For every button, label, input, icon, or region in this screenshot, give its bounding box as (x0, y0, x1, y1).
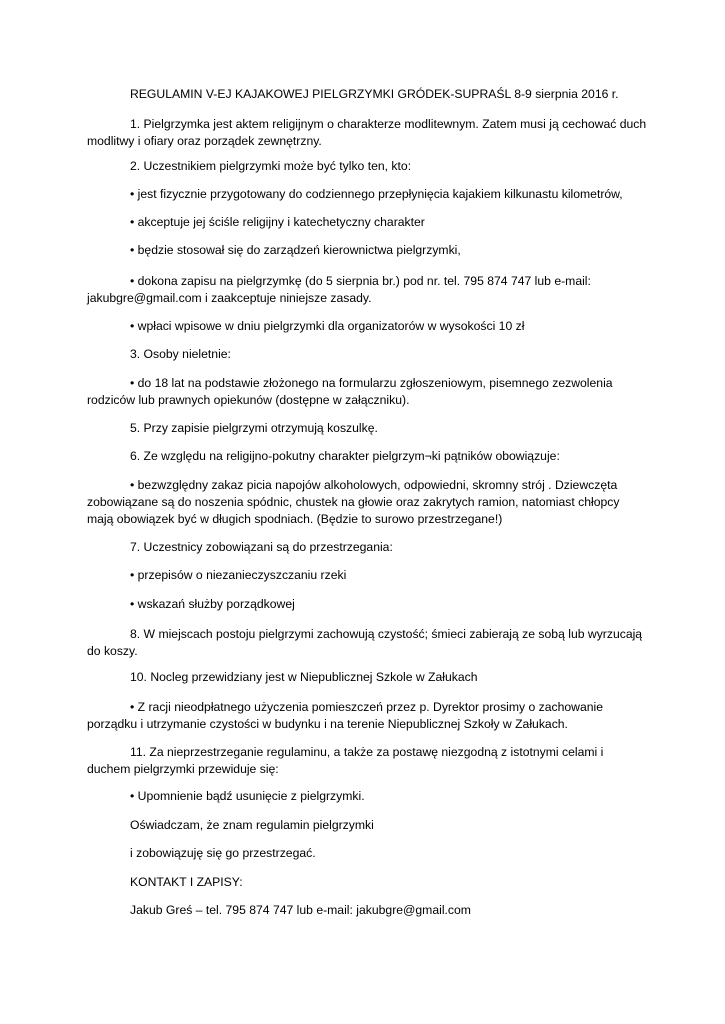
paragraph-1: 1. Pielgrzymka jest aktem religijnym o charakterze modlitewnym. Zatem musi ją cechować duch modlitwy i ofiary oraz porządek zewnętrzny. (87, 117, 647, 148)
document-title: REGULAMIN V-EJ KAJAKOWEJ PIELGRZYMKI GRÓDEK-SUPRAŚL 8-9 sierpnia 2016 r. (130, 87, 619, 101)
bullet-dress-code: • bezwzględny zakaz picia napojów alkoholowych, odpowiedni, skromny strój . Dziewczęta zobowiązane są do noszenia spódnic, chustek na głowie oraz zakrytych ramion, natomiast chłopcy mają obowiązek być w długich spodniach. (Będzie to surowo przestrzegane!) (87, 478, 620, 526)
paragraph-7: 7. Uczestnicy zobowiązani są do przestrzegania: (130, 540, 393, 554)
bullet-fitness: • jest fizycznie przygotowany do codziennego przepłynięcia kajakiem kilkunastu kilometrów, (130, 187, 623, 201)
declaration-line-1: Oświadczam, że znam regulamin pielgrzymki (130, 818, 374, 832)
paragraph-6: 6. Ze względu na religijno-pokutny charakter pielgrzym¬ki pątników obowiązuje: (130, 449, 560, 463)
bullet-reprimand: • Upomnienie bądź usunięcie z pielgrzymki. (130, 789, 365, 803)
paragraph-8: 8. W miejscach postoju pielgrzymi zachowują czystość; śmieci zabierają ze sobą lub wyrzucają do koszy. (87, 627, 643, 658)
contact-details: Jakub Greś – tel. 795 874 747 lub e-mail: jakubgre@gmail.com (130, 903, 471, 917)
paragraph-10: 10. Nocleg przewidziany jest w Niepublicznej Szkole w Załukach (130, 670, 478, 684)
bullet-accepts-character: • akceptuje jej ściśle religijny i katechetyczny charakter (130, 215, 425, 229)
bullet-fee: • wpłaci wpisowe w dniu pielgrzymki dla organizatorów w wysokości 10 zł (130, 319, 525, 333)
paragraph-11: 11. Za nieprzestrzeganie regulaminu, a także za postawę niezgodną z istotnymi celami i duchem pielgrzymki przewiduje się: (87, 745, 604, 776)
bullet-minors: • do 18 lat na podstawie złożonego na formularzu zgłoszeniowym, pisemnego zezwolenia rodziców lub prawnych opiekunów (dostępne w załączniku). (87, 376, 613, 407)
bullet-order-service: • wskazań służby porządkowej (130, 597, 295, 611)
bullet-registration: • dokona zapisu na pielgrzymkę (do 5 sierpnia br.) pod nr. tel. 795 874 747 lub e-mail: jakubgre@gmail.com i zaakceptuje niniejsze zasady. (87, 274, 591, 305)
paragraph-3: 3. Osoby nieletnie: (130, 347, 231, 361)
paragraph-2: 2. Uczestnikiem pielgrzymki może być tylko ten, kto: (130, 159, 412, 173)
bullet-follows-orders: • będzie stosował się do zarządzeń kierownictwa pielgrzymki, (130, 243, 461, 257)
contact-heading: KONTAKT I ZAPISY: (130, 875, 243, 889)
bullet-river: • przepisów o niezanieczyszczaniu rzeki (130, 568, 347, 582)
declaration-line-2: i zobowiązuję się go przestrzegać. (130, 846, 316, 860)
paragraph-5: 5. Przy zapisie pielgrzymi otrzymują koszulkę. (130, 421, 378, 435)
bullet-school: • Z racji nieodpłatnego użyczenia pomieszczeń przez p. Dyrektor prosimy o zachowanie porządku i utrzymanie czystości w budynku i na terenie Niepublicznej Szkoły w Załukach. (87, 700, 604, 731)
